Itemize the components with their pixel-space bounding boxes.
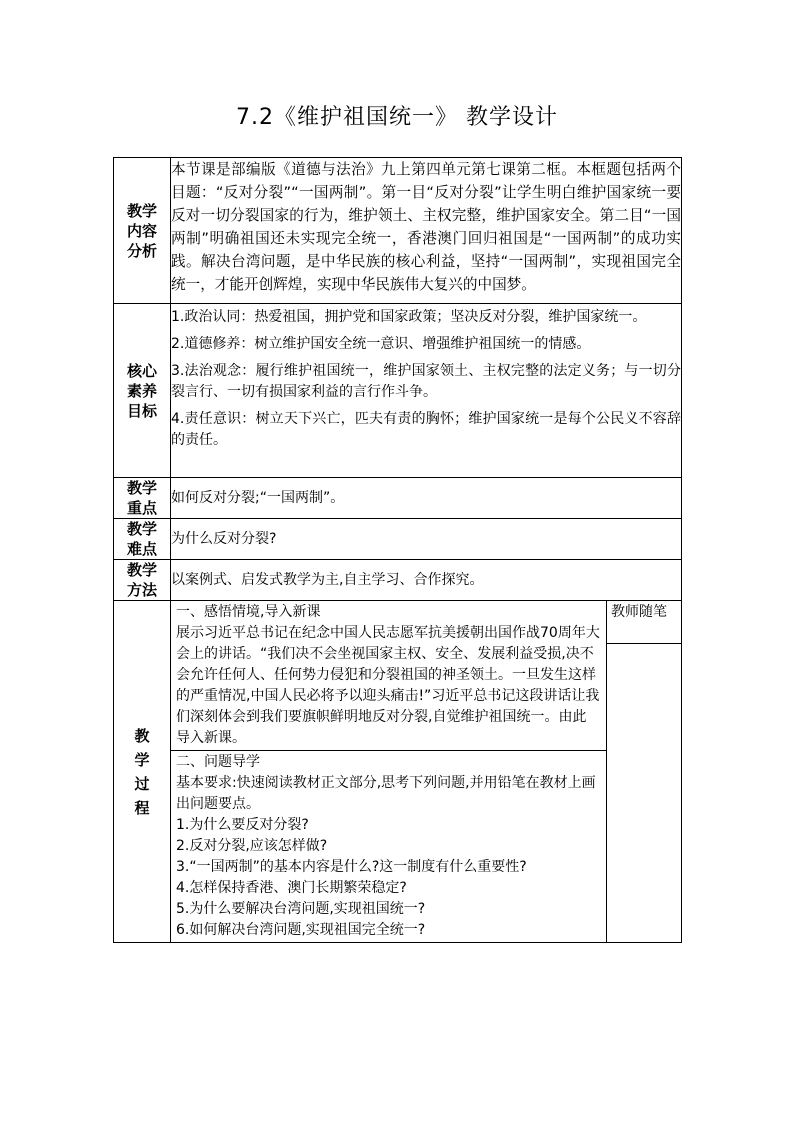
content-analysis-row [114, 158, 682, 304]
content-analysis-label: 教学 内容 分析 [114, 158, 171, 304]
key-points-text: 如何反对分裂;“一国两制”。 [171, 478, 682, 519]
question-item: 4.怎样保持香港、澳门长期繁荣稳定? [176, 880, 407, 896]
section-heading: 一、感悟情境,导入新课 [176, 604, 321, 620]
difficult-points-text: 为什么反对分裂? [171, 519, 682, 560]
section-text: 展示习近平总书记在纪念中国人民志愿军抗美援朝出国作战70周年大会上的讲话。“我们决不会坐视国家主权、安全、发展利益受损,决不会允许任何人、任何势力侵犯和分裂祖国的神圣领土。一旦发生这样的严重情况,中国人民必将予以迎头痛击!”习近平总书记这段讲话让我们深刻体会到我们要旗帜鲜明地反对分裂,自觉维护祖国统一。由此导入新课。 [176, 625, 600, 746]
methods-label: 教学 方法 [114, 560, 171, 601]
key-points-label: 教学 重点 [114, 478, 171, 519]
process-label: 教 学 过 程 [114, 601, 171, 943]
section-intro: 基本要求:快速阅读教材正文部分,思考下列问题,并用铅笔在教材上画出问题要点。 [176, 775, 596, 812]
process-section-intro [171, 601, 606, 751]
question-item: 1.为什么要反对分裂? [176, 817, 309, 833]
section-heading: 二、问题导学 [176, 754, 260, 770]
goal-responsibility: 4.责任意识：树立天下兴亡，匹夫有责的胸怀；维护国家统一是每个公民义不容辞的责任。 [171, 411, 681, 448]
lesson-plan-table [113, 157, 682, 943]
goal-moral: 2.道德修养：树立维护国安全统一意识、增强维护祖国统一的情感。 [171, 336, 591, 352]
methods-row [114, 560, 682, 601]
page-title: 7.2《维护祖国统一》 教学设计 [236, 105, 558, 130]
teacher-notes-column [607, 601, 682, 943]
question-item: 6.如何解决台湾问题,实现祖国完全统一? [176, 922, 426, 938]
core-literacy-row [114, 304, 682, 478]
goal-legal: 3.法治观念：履行维护祖国统一，维护国家领土、主权完整的法定义务；与一切分裂言行、一切有损国家利益的言行作斗争。 [171, 363, 681, 400]
process-row [114, 601, 682, 943]
methods-text: 以案例式、启发式教学为主,自主学习、合作探究。 [171, 560, 682, 601]
core-literacy-goals [171, 304, 682, 478]
key-points-row [114, 478, 682, 519]
difficult-points-label: 教学 难点 [114, 519, 171, 560]
core-literacy-label: 核心 素养 目标 [114, 304, 171, 478]
teacher-notes-label: 教师随笔 [607, 601, 681, 644]
difficult-points-row [114, 519, 682, 560]
goal-political: 1.政治认同：热爱祖国，拥护党和国家政策；坚决反对分裂，维护国家统一。 [171, 309, 647, 325]
content-analysis-text: 本节课是部编版《道德与法治》九上第四单元第七课第二框。本框题包括两个目题：“反对分裂”“一国两制”。第一目“反对分裂”让学生明白维护国家统一要反对一切分裂国家的行为，维护领土、主权完整，维护国家安全。第二目“一国两制”明确祖国还未实现完全统一，香港澳门回归祖国是“一国两制”的成功实践。解决台湾问题，是中华民族的核心利益，坚持“一国两制”，实现祖国完全统一，才能开创辉煌，实现中华民族伟大复兴的中国梦。 [171, 158, 682, 304]
process-content [171, 601, 607, 943]
process-section-questions [171, 751, 606, 942]
question-item: 3.“一国两制”的基本内容是什么?这一制度有什么重要性? [176, 859, 527, 875]
question-item: 2.反对分裂,应该怎样做? [176, 838, 328, 854]
question-item: 5.为什么要解决台湾问题,实现祖国统一? [176, 901, 426, 917]
